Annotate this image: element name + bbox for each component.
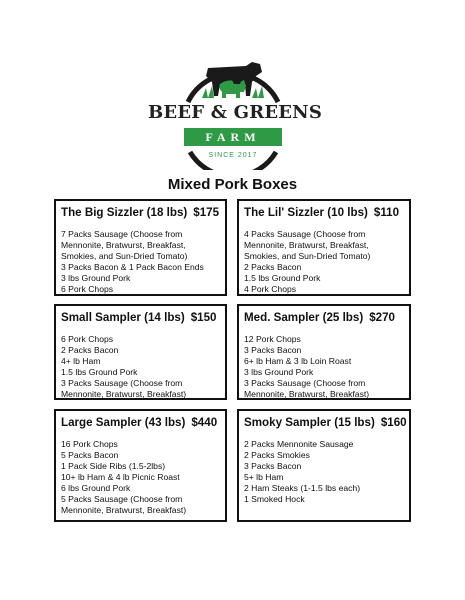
box-line: 6 lbs Ground Pork xyxy=(61,483,131,493)
box-line: 2 Packs Smokies xyxy=(244,450,310,460)
box-line: 3 lbs Ground Pork xyxy=(244,367,314,377)
box-line: 1 Smoked Hock xyxy=(244,494,305,504)
box-line: 2 Packs Bacon xyxy=(61,345,119,355)
box-price: $150 xyxy=(190,311,217,324)
box-line: 1.5 lbs Ground Pork xyxy=(244,273,321,283)
box-contents xyxy=(244,439,404,505)
box-contents xyxy=(244,334,404,400)
box-line: Smokies, and Sun-Dried Tomato) xyxy=(244,251,371,261)
box-line: 2 Packs Mennonite Sausage xyxy=(244,439,354,449)
box-name: Small Sampler (14 lbs) xyxy=(61,311,185,324)
box-title xyxy=(61,206,220,219)
pork-box-med-sampler xyxy=(237,304,411,400)
box-title xyxy=(244,311,404,324)
box-line: 2 Ham Steaks (1-1.5 lbs each) xyxy=(244,483,361,493)
box-price: $110 xyxy=(373,206,400,219)
box-name: The Big Sizzler (18 lbs) xyxy=(61,206,188,219)
box-line: 16 Pork Chops xyxy=(61,439,118,449)
box-name: Large Sampler (43 lbs) xyxy=(61,416,186,429)
logo-title: BEEF & GREENS xyxy=(148,102,323,123)
box-line: Mennonite, Bratwurst, Breakfast) xyxy=(61,505,187,515)
box-line: 3 Packs Bacon & 1 Pack Bacon Ends xyxy=(61,262,204,272)
farm-logo xyxy=(148,40,323,170)
box-contents xyxy=(61,439,220,516)
box-contents xyxy=(61,334,220,400)
box-line: Mennonite, Bratwurst, Breakfast) xyxy=(61,389,187,399)
box-line: 1.5 lbs Ground Pork xyxy=(61,367,138,377)
box-line: 1 Pack Side Ribs (1.5-2lbs) xyxy=(61,461,166,471)
box-name: Med. Sampler (25 lbs) xyxy=(244,311,364,324)
box-contents xyxy=(61,229,220,295)
box-line: Mennonite, Bratwurst, Breakfast, xyxy=(61,240,186,250)
box-line: Mennonite, Bratwurst, Breakfast) xyxy=(244,389,370,399)
box-line: 3 Packs Sausage (Choose from xyxy=(244,378,366,388)
box-line: 4 Packs Sausage (Choose from xyxy=(244,229,366,239)
box-price: $440 xyxy=(191,416,218,429)
pork-box-small-sampler xyxy=(54,304,227,400)
box-price: $270 xyxy=(369,311,395,324)
logo-since-text: SINCE 2017 xyxy=(208,152,258,159)
box-line: Smokies, and Sun-Dried Tomato) xyxy=(61,251,188,261)
box-line: 12 Pork Chops xyxy=(244,334,301,344)
box-line: 5 Packs Bacon xyxy=(61,450,119,460)
box-name: Smoky Sampler (15 lbs) xyxy=(244,416,375,429)
box-line: 6 Pork Chops xyxy=(61,284,114,294)
page-title: Mixed Pork Boxes xyxy=(167,176,298,193)
box-line: 6+ lb Ham & 3 lb Loin Roast xyxy=(244,356,352,366)
box-title xyxy=(61,311,220,324)
box-price: $175 xyxy=(193,206,220,219)
box-line: 4 Pork Chops xyxy=(244,284,297,294)
box-line: 3 Packs Bacon xyxy=(244,345,302,355)
box-line: 5 Packs Sausage (Choose from xyxy=(61,494,183,504)
box-line: 4+ lb Ham xyxy=(61,356,101,366)
pork-box-large-sampler xyxy=(54,409,227,522)
box-title xyxy=(61,416,220,429)
box-line: 7 Packs Sausage (Choose from xyxy=(61,229,183,239)
box-line: 6 Pork Chops xyxy=(61,334,114,344)
pork-box-smoky-sampler xyxy=(237,409,411,522)
logo-farm-banner: FARM xyxy=(184,128,282,146)
box-line: 3 Packs Sausage (Choose from xyxy=(61,378,183,388)
pork-box-big-sizzler xyxy=(54,199,227,296)
box-line: 3 lbs Ground Pork xyxy=(61,273,131,283)
box-name: The Lil' Sizzler (10 lbs) xyxy=(244,206,368,219)
box-title xyxy=(244,416,407,429)
box-price: $160 xyxy=(380,416,407,429)
box-contents xyxy=(244,229,404,295)
box-line: Mennonite, Bratwurst, Breakfast, xyxy=(244,240,369,250)
box-title xyxy=(244,206,404,219)
box-line: 3 Packs Bacon xyxy=(244,461,302,471)
box-line: 5+ lb Ham xyxy=(244,472,284,482)
pork-box-lil-sizzler xyxy=(237,199,411,296)
box-line: 10+ lb Ham & 4 lb Picnic Roast xyxy=(61,472,180,482)
box-line: 2 Packs Bacon xyxy=(244,262,302,272)
